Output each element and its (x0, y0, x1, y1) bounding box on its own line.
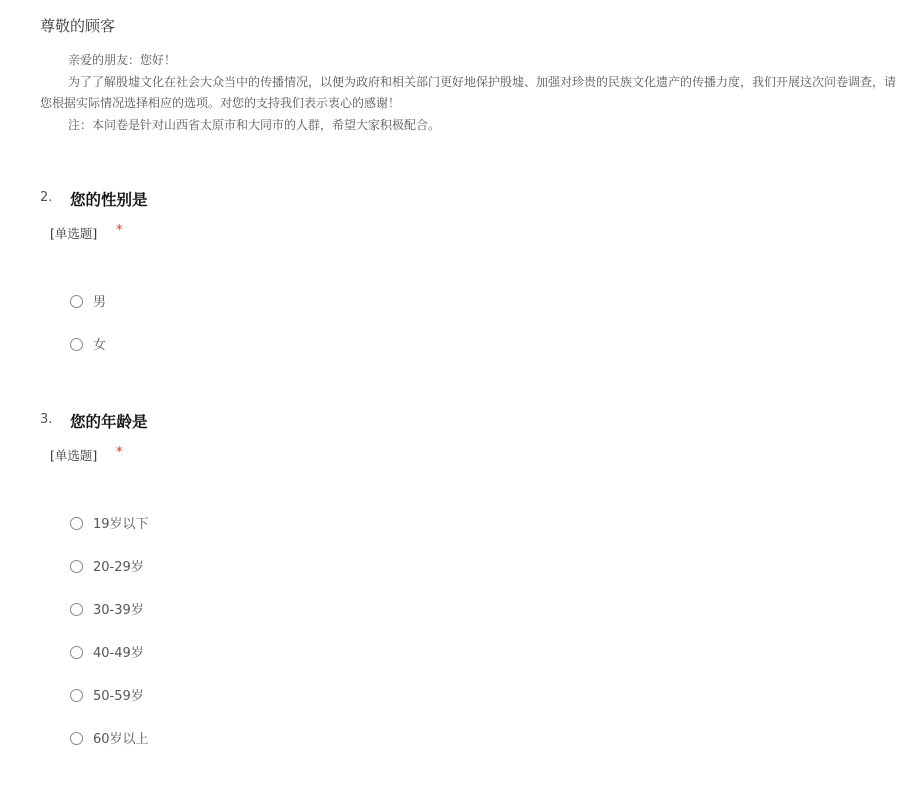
required-mark: * (116, 223, 123, 238)
survey-intro (40, 50, 900, 136)
radio-button[interactable] (70, 338, 83, 351)
question-type-label: [单选题] (50, 448, 98, 463)
option-label: 60岁以上 (93, 732, 149, 747)
option-label: 30-39岁 (93, 603, 144, 618)
radio-button[interactable] (70, 517, 83, 530)
question-header (40, 188, 880, 212)
option-label: 20-29岁 (93, 560, 144, 575)
question-title: 您的性别是 (70, 191, 148, 209)
radio-button[interactable] (70, 689, 83, 702)
survey-greeting: 尊敬的顾客 (40, 17, 116, 35)
option-label: 男 (93, 295, 107, 310)
required-mark: * (116, 445, 123, 460)
question-gender (40, 188, 880, 368)
radio-button[interactable] (70, 732, 83, 745)
radio-button[interactable] (70, 646, 83, 659)
intro-note: 注：本问卷是针对山西省太原市和大同市的人群，希望大家积极配合。 (68, 117, 441, 132)
option-label: 女 (93, 338, 107, 353)
radio-button[interactable] (70, 560, 83, 573)
question-header (40, 410, 880, 434)
question-title: 您的年龄是 (70, 413, 148, 431)
question-age (40, 410, 880, 770)
radio-button[interactable] (70, 603, 83, 616)
intro-purpose: 为了了解殷墟文化在社会大众当中的传播情况，以便为政府和相关部门更好地保护殷墟、加强对珍贵的民族文化遗产的传播力度，我们开展这次问卷调查，请您根据实际情况选择相应的选项。对您的支持我们表示衷心的感谢！ (40, 74, 897, 110)
question-number: 2. (40, 190, 53, 205)
option-label: 40-49岁 (93, 646, 144, 661)
radio-button[interactable] (70, 295, 83, 308)
option-label: 19岁以下 (93, 517, 149, 532)
option-label: 50-59岁 (93, 689, 144, 704)
question-number: 3. (40, 412, 53, 427)
question-type-label: [单选题] (50, 226, 98, 241)
intro-salutation: 亲爱的朋友：您好！ (68, 53, 177, 67)
